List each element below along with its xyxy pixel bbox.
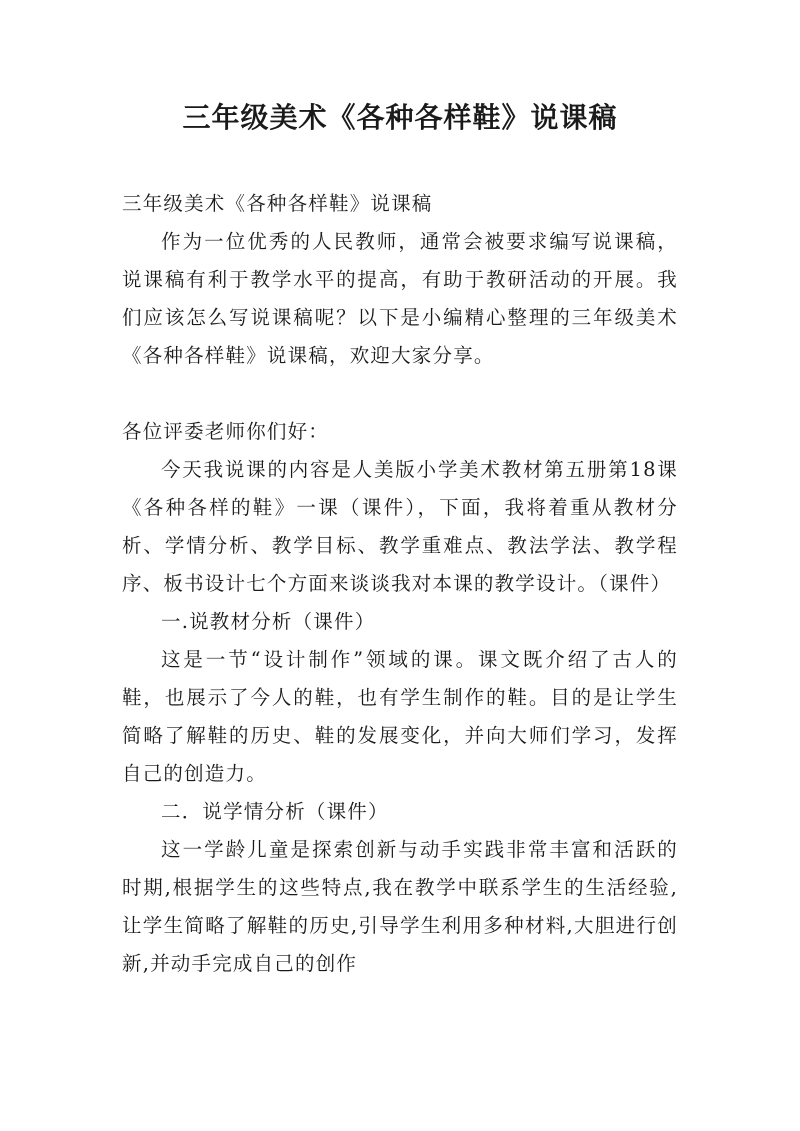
section1-heading: 一.说教材分析（课件）	[161, 610, 376, 633]
section2-paragraph: 这一学龄儿童是探索创新与动手实践非常丰富和活跃的时期,根据学生的这些特点,我在教学中联系学生的生活经验,让学生简略了解鞋的历史,引导学生利用多种材料,大胆进行创新,并动手完成自己的创作	[122, 838, 678, 975]
greeting-line: 各位评委老师你们好：	[122, 420, 330, 443]
intro-paragraph: 作为一位优秀的人民教师，通常会被要求编写说课稿，说课稿有利于教学水平的提高，有助于教研活动的开展。我们应该怎么写说课稿呢？以下是小编精心整理的三年级美术《各种各样鞋》说课稿，欢迎大家分享。	[122, 230, 678, 367]
document-body	[122, 185, 678, 983]
document-title: 三年级美术《各种各样鞋》说课稿	[182, 101, 618, 134]
paragraph-gap	[122, 375, 678, 413]
section1-paragraph: 这是一节“设计制作”领域的课。课文既介绍了古人的鞋，也展示了今人的鞋，也有学生制作的鞋。目的是让学生简略了解鞋的历史、鞋的发展变化，并向大师们学习，发挥自己的创造力。	[122, 648, 678, 785]
section2-heading: 二．说学情分析（课件）	[161, 800, 389, 823]
document-subtitle: 三年级美术《各种各样鞋》说课稿	[122, 192, 433, 215]
overview-paragraph: 今天我说课的内容是人美版小学美术教材第五册第18课《各种各样的鞋》一课（课件），下面，我将着重从教材分析、学情分析、教学目标、教学重难点、教法学法、教学程序、板书设计七个方面来谈谈我对本课的教学设计。（课件）	[122, 458, 678, 595]
